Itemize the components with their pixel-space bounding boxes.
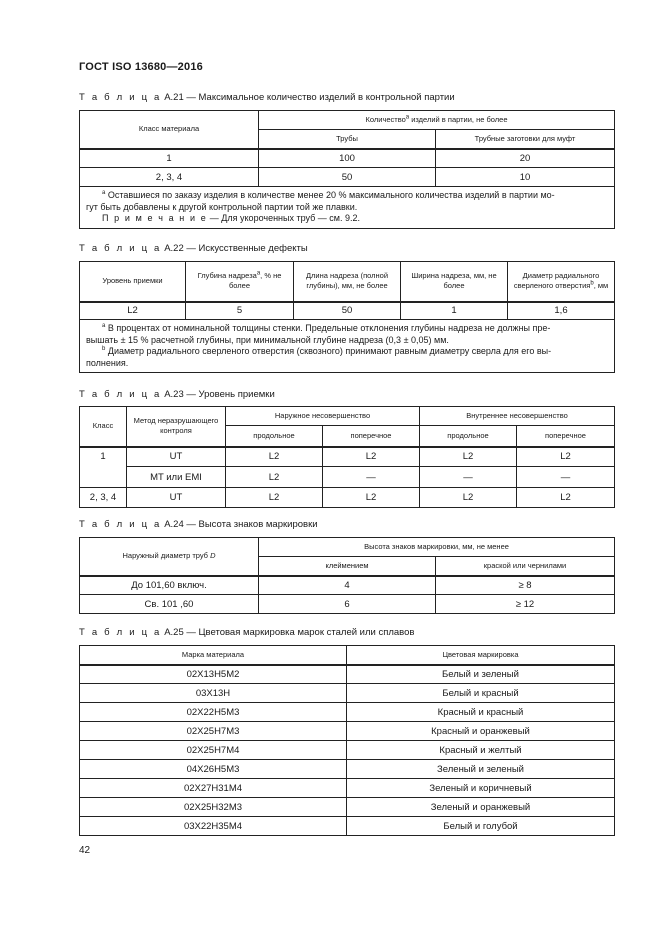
cell-method: UT [127, 488, 226, 508]
cell-color: Красный и желтый [347, 741, 615, 760]
caption-title: А.22 — Искусственные дефекты [164, 243, 308, 254]
table-row [80, 722, 615, 741]
cell-grade: 02Х25Н7М4 [80, 741, 347, 760]
header-material-grade: Марка материала [80, 646, 347, 665]
header-notch-length: Длина надреза (полной глубины), мм, не более [294, 262, 401, 302]
caption-label: Т а б л и ц а [79, 92, 162, 103]
table-a21-caption [79, 92, 455, 103]
caption-label: Т а б л и ц а [79, 389, 162, 400]
cell-value: L2 [420, 447, 517, 467]
cell-color: Зеленый и оранжевый [347, 798, 615, 817]
cell-color: Зеленый и зеленый [347, 760, 615, 779]
cell-value: L2 [517, 488, 615, 508]
cell-grade: 02Х22Н5М3 [80, 703, 347, 722]
table-a24-caption [79, 519, 318, 530]
cell-class: 2, 3, 4 [80, 168, 259, 187]
header-quantity: Количество$^a$ изделий в партии, не более [259, 111, 615, 130]
cell-pipes: 50 [259, 168, 436, 187]
footnote-a: $^a$ В процентах от номинальной толщины стенки. Предельные отклонения глубины надреза не должны пре- [102, 323, 551, 333]
cell-color: Белый и зеленый [347, 665, 615, 684]
cell-pipes: 100 [259, 149, 436, 168]
header-outer-imperfection: Наружное несовершенство [226, 407, 420, 426]
cell-stamping: 4 [259, 576, 436, 595]
cell-color: Красный и оранжевый [347, 722, 615, 741]
cell-value: L2 [517, 447, 615, 467]
cell-blanks: 20 [436, 149, 615, 168]
cell-diameter: 1,6 [508, 302, 615, 320]
header-paint-ink: краской или чернилами [436, 557, 615, 576]
caption-label: Т а б л и ц а [79, 627, 162, 638]
cell-method: UT [127, 447, 226, 467]
cell-blanks: 10 [436, 168, 615, 187]
table-a25-caption [79, 627, 414, 638]
caption-label: Т а б л и ц а [79, 243, 162, 254]
header-acceptance-level: Уровень приемки [80, 262, 186, 302]
cell-diameter: Св. 101 ,60 [80, 595, 259, 614]
cell-value: — [420, 467, 517, 488]
footnote-a: $^a$ Оставшиеся по заказу изделия в количестве менее 20 % максимального количества изделий в партии мо- [102, 190, 555, 200]
note: П р и м е ч а н и е — Для укороченных труб — см. 9.2. [102, 213, 360, 223]
caption-title: А.25 — Цветовая маркировка марок сталей или сплавов [164, 627, 415, 638]
header-hole-diameter: Диаметр радиального сверленого отверстия$^b$, мм [508, 262, 615, 302]
table-row [80, 665, 615, 684]
table-row [80, 467, 615, 488]
cell-value: L2 [323, 488, 420, 508]
caption-title: А.24 — Высота знаков маркировки [164, 519, 318, 530]
cell-method: MT или EMI [127, 467, 226, 488]
cell-level: L2 [80, 302, 186, 320]
footnote-a-cont: вышать ± 15 % расчетной глубины, при минимальной глубине надреза (0,3 ± 0,05) мм. [86, 334, 449, 345]
table-row [80, 741, 615, 760]
table-row [80, 817, 615, 836]
cell-value: — [323, 467, 420, 488]
cell-value: L2 [226, 488, 323, 508]
cell-value: L2 [420, 488, 517, 508]
caption-title: А.21 — Максимальное количество изделий в контрольной партии [164, 92, 455, 103]
cell-grade: 04Х26Н5М3 [80, 760, 347, 779]
table-row [80, 684, 615, 703]
header-stamping: клеймением [259, 557, 436, 576]
header-marking-height: Высота знаков маркировки, мм, не менее [259, 538, 615, 557]
header-notch-depth: Глубина надреза$^a$, % не более [186, 262, 294, 302]
table-row [80, 779, 615, 798]
header-inner-longitudinal: продольное [420, 426, 517, 447]
cell-stamping: 6 [259, 595, 436, 614]
table-a21 [79, 110, 615, 229]
table-row [80, 488, 615, 508]
header-notch-width: Ширина надреза, мм, не более [401, 262, 508, 302]
cell-class: 1 [80, 447, 127, 488]
table-row [80, 760, 615, 779]
table-a23 [79, 406, 615, 508]
cell-grade: 02Х27Н31М4 [80, 779, 347, 798]
cell-color: Белый и голубой [347, 817, 615, 836]
cell-width: 1 [401, 302, 508, 320]
cell-grade: 02Х25Н32М3 [80, 798, 347, 817]
table-row [80, 595, 615, 614]
cell-value: — [517, 467, 615, 488]
table-a23-caption [79, 389, 275, 400]
header-material-class: Класс материала [80, 111, 259, 149]
cell-grade: 02Х25Н7М3 [80, 722, 347, 741]
cell-paint: ≥ 12 [436, 595, 615, 614]
page-number: 42 [79, 845, 91, 856]
footnote-b-cont: полнения. [86, 357, 129, 368]
table-row [80, 798, 615, 817]
cell-color: Белый и красный [347, 684, 615, 703]
header-ndt-method: Метод неразрушающего контроля [127, 407, 226, 447]
table-a22-notes [80, 320, 615, 373]
cell-grade: 02Х13Н5М2 [80, 665, 347, 684]
table-a25 [79, 645, 615, 836]
cell-diameter: До 101,60 включ. [80, 576, 259, 595]
caption-label: Т а б л и ц а [79, 519, 162, 530]
footnote-a-cont: гут быть добавлены к другой контрольной партии той же плавки. [86, 201, 358, 212]
cell-value: L2 [323, 447, 420, 467]
table-row [80, 576, 615, 595]
cell-value: L2 [226, 447, 323, 467]
table-row [80, 149, 615, 168]
table-a21-notes [80, 187, 615, 229]
cell-paint: ≥ 8 [436, 576, 615, 595]
table-row [80, 168, 615, 187]
cell-length: 50 [294, 302, 401, 320]
table-row [80, 447, 615, 467]
header-color-marking: Цветовая маркировка [347, 646, 615, 665]
cell-class: 2, 3, 4 [80, 488, 127, 508]
table-a24 [79, 537, 615, 614]
cell-class: 1 [80, 149, 259, 168]
footnote-b: $^b$ Диаметр радиального сверленого отверстия (сквозного) принимают равным диаметру сверла для его вы- [102, 346, 552, 356]
cell-value: L2 [226, 467, 323, 488]
cell-depth: 5 [186, 302, 294, 320]
table-row [80, 302, 615, 320]
document-header: ГОСТ ISO 13680—2016 [79, 61, 203, 73]
header-inner-transverse: поперечное [517, 426, 615, 447]
header-class: Класс [80, 407, 127, 447]
table-a22-caption [79, 243, 308, 254]
header-inner-imperfection: Внутреннее несовершенство [420, 407, 615, 426]
header-outer-longitudinal: продольное [226, 426, 323, 447]
header-outer-transverse: поперечное [323, 426, 420, 447]
cell-grade: 03Х22Н35М4 [80, 817, 347, 836]
table-a22 [79, 261, 615, 373]
header-coupling-blanks: Трубные заготовки для муфт [436, 130, 615, 149]
header-pipes: Трубы [259, 130, 436, 149]
cell-color: Зеленый и коричневый [347, 779, 615, 798]
cell-grade: 03Х13Н [80, 684, 347, 703]
header-outer-diameter: Наружный диаметр труб D [80, 538, 259, 576]
cell-color: Красный и красный [347, 703, 615, 722]
caption-title: А.23 — Уровень приемки [164, 389, 275, 400]
table-row [80, 703, 615, 722]
